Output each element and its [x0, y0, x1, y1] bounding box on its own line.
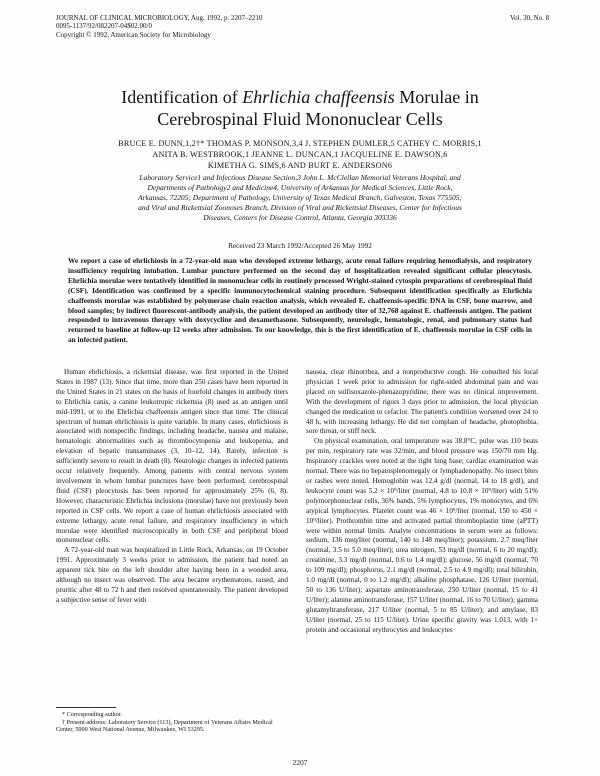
author-list [60, 138, 540, 171]
volume-issue: Vol. 30, No. 8 [510, 14, 550, 22]
title-part-1: Identification of [121, 87, 243, 107]
affiliation-line: and Viral and Rickettsial Zoonoses Branch, Division of Viral and Rickettsial Diseases, Center for Infectious [138, 203, 462, 212]
corresponding-author-note: * Corresponding author. [62, 711, 122, 718]
affiliations [60, 173, 540, 223]
body-column-right [306, 368, 538, 635]
page-number: 2207 [292, 758, 308, 767]
author-line: BRUCE E. DUNN,1,2†* THOMAS P. MONSON,3,4 J. STEPHEN DUMLER,5 CATHEY C. MORRIS,1 [118, 139, 482, 148]
author-line: KIMETHA G. SIMS,6 AND BURT E. ANDERSON6 [207, 161, 393, 170]
article-title [60, 86, 540, 130]
affiliation-line: Laboratory Service1 and Infectious Disease Section,3 John L. McClellan Memorial Veterans Hospital, and [139, 173, 461, 182]
title-organism: Ehrlichia chaffeensis [242, 87, 395, 107]
received-dates: Received 23 March 1992/Accepted 26 May 1992 [228, 241, 372, 250]
body-paragraph: Human ehrlichiosis, a rickettsial disease, was first reported in the United States in 1987 (13). Since that time, more than 250 cases have been reported in the United States in 21 states on the basis of fourfold changes in antibody titers to Ehrlichia canis, a canine leukotropic rickettsia (8) used as an antigen until mid-1991, or to the Ehrlichia chaffeensis antigen since that time. The clinical spectrum of human ehrlichiosis is quite variable. In many cases, ehrlichiosis is associated with nonspecific findings, including headache, nausea and malaise, hematologic abnormalities such as thrombocytopenia and leukopenia, and elevation of hepatic transaminases (3, 10–12, 14). Rarely, infection is sufficiently severe to result in death (8). Neurologic changes in infected patients occur relatively frequently. Among patients with central nervous system involvement in whom lumbar punctures have been performed, cerebrospinal fluid (CSF) pleocytosis has been reported for approximately 25% (6, 8). However, characteristic Ehrlichia inclusions (morulae) have not previously been reported in CSF cells. We report a case of human ehrlichiosis associated with extreme lethargy, acute renal failure, and respiratory insufficiency in which morulae were identified microscopically in both CSF and peripheral blood mononuclear cells. [56, 368, 288, 545]
affiliation-line: Diseases, Centers for Disease Control, Atlanta, Georgia 303336 [203, 213, 397, 222]
body-paragraph: A 72-year-old man was hospitalized in Little Rock, Arkansas, on 19 October 1991. Approximately 3 weeks prior to admission, the patient had noted an apparent tick bite on the left shoulder after having been in a wooded area, although no insect was observed. The area became erythematous, raised, and pruritic after 48 to 72 h and then resolved spontaneously. The patient developed a subjective sense of fever with [56, 546, 288, 604]
issn-line: 0095-1137/92/082207-04$02.00/0 [56, 22, 152, 31]
title-part-2: Morulae in [394, 87, 479, 107]
title-line-2: Cerebrospinal Fluid Mononuclear Cells [157, 109, 443, 129]
journal-citation: JOURNAL OF CLINICAL MICROBIOLOGY, Aug. 1992, p. 2207–2210 [56, 14, 263, 22]
body-column-left [56, 368, 288, 606]
body-paragraph: nausea, clear rhinorrhea, and a nonproductive cough. He consulted his local physician 1 week prior to admission for right-sided abdominal pain and was placed on sulfisoxazole-phenazopyridine; there was no clinical improvement. With the development of rigors 3 days prior to admission, the local physician changed the medication to cefaclor. The patient's condition worsened over 24 to 48 h, with increasing lethargy. He did not complain of headache, photophobia, sore throat, or stiff neck. [306, 368, 538, 436]
copyright-line: Copyright © 1992, American Society for Microbiology [56, 30, 211, 39]
affiliation-line: Arkansas, 72205; Department of Pathology, University of Texas Medical Branch, Galveston, Texas 775505; [138, 193, 462, 202]
author-line: ANITA B. WESTBROOK,1 JEANNE L. DUNCAN,1 JACQUELINE E. DAWSON,6 [152, 150, 448, 159]
present-address-note: † Present address: Laboratory Service (113), Department of Veterans Affairs Medical Center, 5000 West National Avenue, Milwaukee, WI 53295. [56, 718, 273, 734]
affiliation-line: Departments of Pathology2 and Medicine4, University of Arkansas for Medical Sciences, Little Rock, [147, 183, 453, 192]
abstract: We report a case of ehrlichiosis in a 72-year-old man who developed extreme lethargy, acute renal failure requiring hemodialysis, and respiratory insufficiency requiring intubation. Lumbar puncture performed on the second day of hospitalization revealed significant cellular pleocytosis. Ehrlichia morulae were tentatively identified in mononuclear cells in routinely processed Wright-stained cytospin preparations of cerebrospinal fluid (CSF). Identification was confirmed by a specific immunocytochemical staining procedure. Subsequent identification specifically as Ehrlichia chaffeensis morulae was established by polymerase chain reaction analysis, which revealed E. chaffeensis-specific DNA in CSF, bone marrow, and blood samples; by indirect fluorescent-antibody analysis, the patient developed an antibody titer of 32,768 against E. chaffeensis antigen. The patient responded to intravenous therapy with doxycycline and dexamethasone. Subsequently, neurologic, hematologic, renal, and pulmonary status had returned to baseline at follow-up 12 weeks after admission. To our knowledge, this is the first identification of E. chaffeensis morulae in CSF cells in an infected patient. [68, 256, 532, 345]
footnote-rule [56, 707, 116, 708]
body-paragraph: On physical examination, oral temperature was 38.8°C, pulse was 110 beats per min, respiratory rate was 32/min, and blood pressure was 150/70 mm Hg. Inspiratory crackles were noted at the right lung base; cardiac examination was normal. There was no hepatosplenomegaly or lymphadenopathy. No insect bites or rashes were noted. Hemoglobin was 12.4 g/dl (normal, 14 to 18 g/dl), and leukocyte count was 5.2 × 10⁹/liter (normal, 4.8 to 10.8 × 10⁹/liter) with 51% polymorphonuclear cells, 36% bands, 5% lymphocytes, 1% monocytes, and 6% atypical lymphocytes. Platelet count was 46 × 10⁹/liter (normal, 150 to 450 × 10⁹/liter). Prothrombin time and activated partial thromboplastin time (aPTT) were within normal limits. Analyte concentrations in serum were as follows: sodium, 136 meq/liter (normal, 140 to 148 meq/liter); potassium, 2.7 meq/liter (normal, 3.5 to 5.0 meq/liter); urea nitrogen, 53 mg/dl (normal, 6 to 20 mg/dl); creatinine, 3.3 mg/dl (normal, 0.6 to 1.4 mg/dl); glucose, 56 mg/dl (normal, 70 to 109 mg/dl); phosphorus, 2.1 mg/dl (normal, 2.5 to 4.9 mg/dl); total bilirubin, 1.0 mg/dl (normal, 0 to 1.2 mg/dl); alkaline phosphatase, 126 U/liter (normal, 50 to 136 U/liter); aspartate aminotransferase, 250 U/liter (normal, 15 to 41 U/liter); alanine aminotransferase, 157 U/liter (normal, 16 to 70 U/liter); gamma glutamyltransferase, 217 U/liter (normal, 5 to 85 U/liter); and amylase, 83 U/liter (normal, 25 to 115 U/liter). Urine specific gravity was 1.013, with 1+ protein and occasional erythrocytes and leukocytes [306, 437, 538, 634]
journal-header [56, 14, 262, 39]
footnotes [56, 707, 288, 734]
